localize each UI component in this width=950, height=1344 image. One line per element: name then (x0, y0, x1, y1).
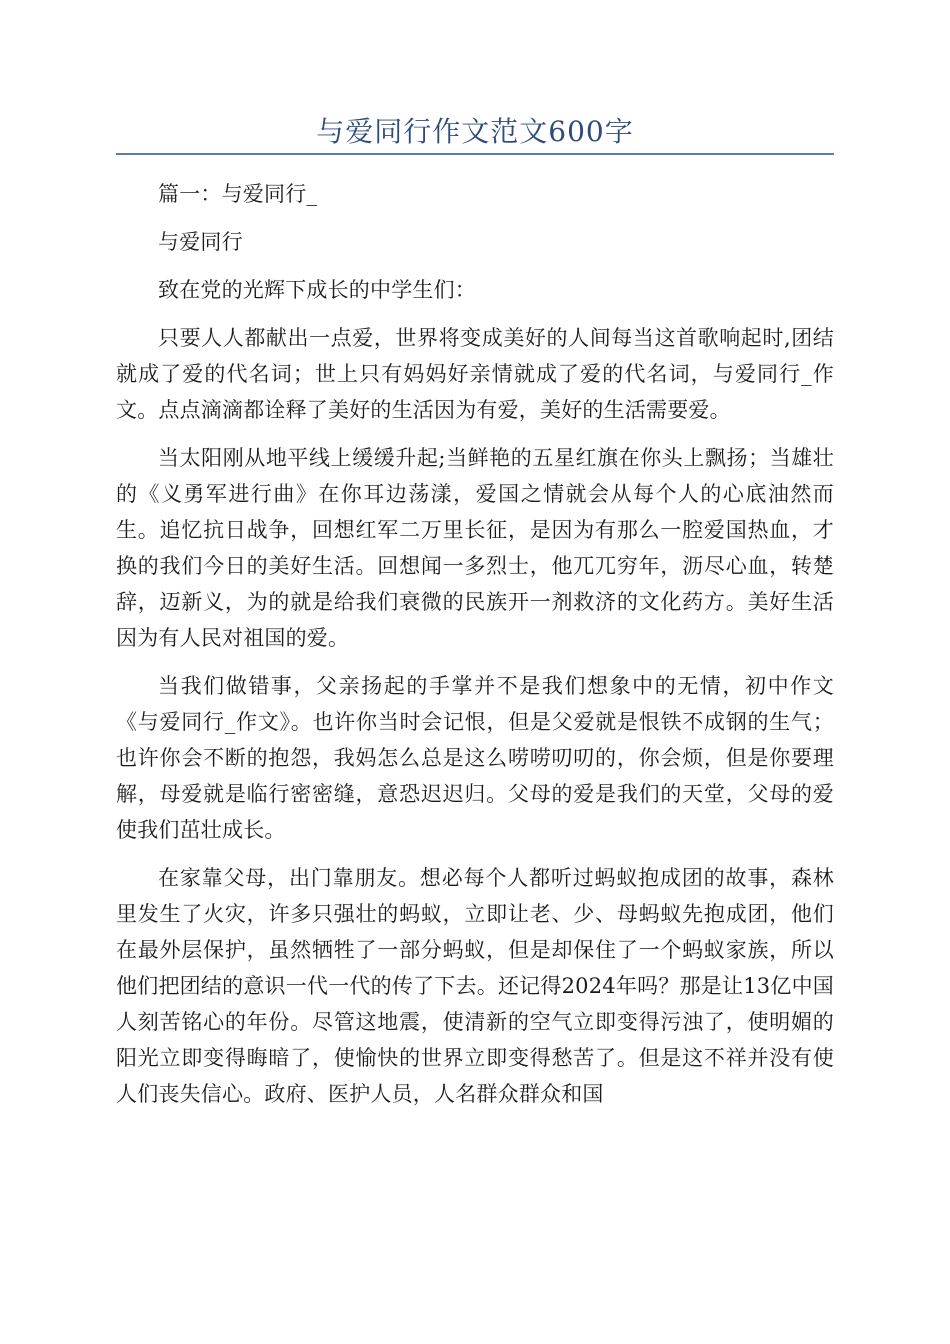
paragraph-body: 当太阳刚从地平线上缓缓升起;当鲜艳的五星红旗在你头上飘扬；当雄壮的《义勇军进行曲》在你耳边荡漾，爱国之情就会从每个人的心底油然而生。追忆抗日战争，回想红军二万里长征，是因为有那么一腔爱国热血，才换的我们今日的美好生活。回想闻一多烈士，他兀兀穷年，沥尽心血，转楚辞，迈新义，为的就是给我们衰微的民族开一剂救济的文化药方。美好生活因为有人民对祖国的爱。 (116, 446, 834, 650)
paragraph-body: 在家靠父母，出门靠朋友。想必每个人都听过蚂蚁抱成团的故事，森林里发生了火灾，许多只强壮的蚂蚁，立即让老、少、母蚂蚁先抱成团，他们在最外层保护，虽然牺牲了一部分蚂蚁，但是却保住了一个蚂蚁家族，所以他们把团结的意识一代一代的传了下去。还记得2024年吗？那是让13亿中国人刻苦铭心的年份。尽管这地震，使清新的空气立即变得污浊了，使明媚的阳光立即变得晦暗了，使愉快的世界立即变得愁苦了。但是这不祥并没有使人们丧失信心。政府、医护人员，人名群众群众和国 (116, 866, 834, 1106)
paragraph-body: 只要人人都献出一点爱，世界将变成美好的人间每当这首歌响起时,团结就成了爱的代名词；世上只有妈妈好亲情就成了爱的代名词，与爱同行_作文。点点滴滴都诠释了美好的生活因为有爱，美好的生活需要爱。 (116, 326, 834, 422)
paragraph-section-heading: 篇一：与爱同行_ (158, 182, 318, 206)
page-title: 与爱同行作文范文600字 (316, 115, 634, 148)
document-body (116, 176, 834, 1124)
title-divider (116, 153, 834, 155)
paragraph-body: 当我们做错事，父亲扬起的手掌并不是我们想象中的无情，初中作文《与爱同行_作文》。也许你当时会记恨，但是父爱就是恨铁不成钢的生气；也许你会不断的抱怨，我妈怎么总是这么唠唠叨叨的，你会烦，但是你要理解，母爱就是临行密密缝，意恐迟迟归。父母的爱是我们的天堂，父母的爱使我们茁壮成长。 (116, 674, 834, 842)
paragraph-subtitle: 与爱同行 (158, 230, 243, 254)
paragraph-salutation: 致在党的光辉下成长的中学生们： (158, 278, 476, 302)
